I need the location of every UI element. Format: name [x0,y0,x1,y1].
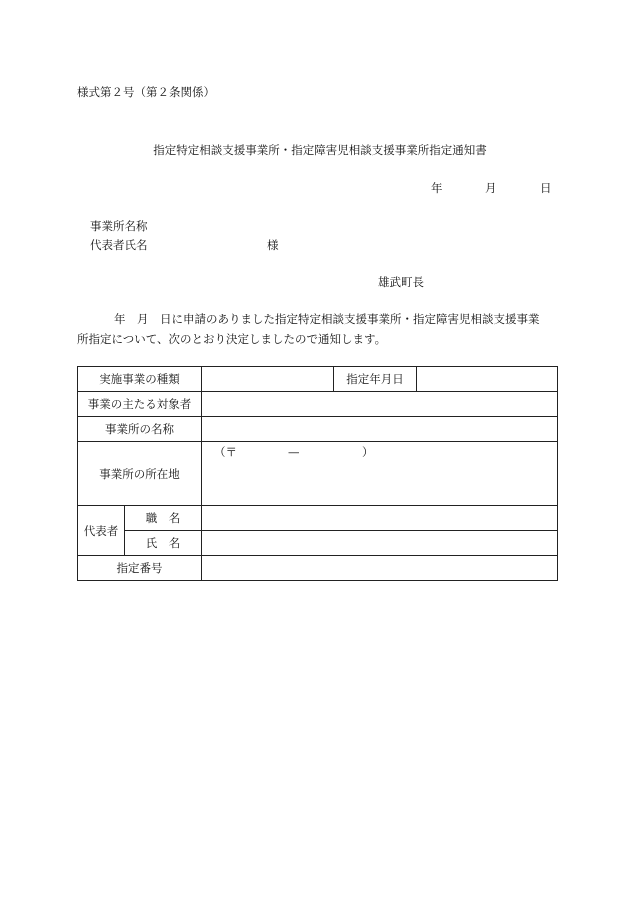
designation-number-label: 指定番号 [78,556,202,581]
designation-date-label: 指定年月日 [334,367,417,392]
target-label: 事業の主たる対象者 [78,392,202,417]
designation-number-value [202,556,558,581]
target-value [202,392,558,417]
table-row [78,556,558,581]
recipient-representative-label: 代表者氏名 [90,238,148,252]
title-value [202,506,558,531]
form-number: 様式第２号（第２条関係） [77,85,215,99]
office-name-label: 事業所の名称 [78,417,202,442]
name-value [202,531,558,556]
office-name-value [202,417,558,442]
table-row [78,392,558,417]
business-type-label: 実施事業の種類 [78,367,202,392]
body-text [77,309,557,349]
document-title: 指定特定相談支援事業所・指定障害児相談支援事業所指定通知書 [153,143,487,157]
date-year-label: 年 [431,181,443,195]
table-row [78,506,558,531]
table-row [78,417,558,442]
postal-close: ） [362,445,374,459]
office-address-value [202,442,558,506]
office-address-label: 事業所の所在地 [78,442,202,506]
title-label: 職 名 [125,506,202,531]
date-line [428,180,552,195]
body-line-2: 所指定について、次のとおり決定しましたので通知します。 [77,332,387,346]
recipient-honorific: 様 [267,238,279,252]
table-row [78,442,558,506]
representative-label: 代表者 [78,506,125,556]
body-line-1: 年 月 日に申請のありました指定特定相談支援事業所・指定障害児相談支援事業 [114,312,540,326]
postal-dash: — [288,445,300,459]
issuer: 雄武町長 [378,275,424,289]
designation-date-value [417,367,558,392]
table-row [78,531,558,556]
date-day-label: 日 [540,181,552,195]
recipient-office-label: 事業所名称 [90,219,148,233]
info-table [77,366,558,581]
postal-open: （〒 [214,445,237,459]
business-type-value [202,367,334,392]
table-row [78,367,558,392]
name-label: 氏 名 [125,531,202,556]
date-month-label: 月 [485,181,497,195]
